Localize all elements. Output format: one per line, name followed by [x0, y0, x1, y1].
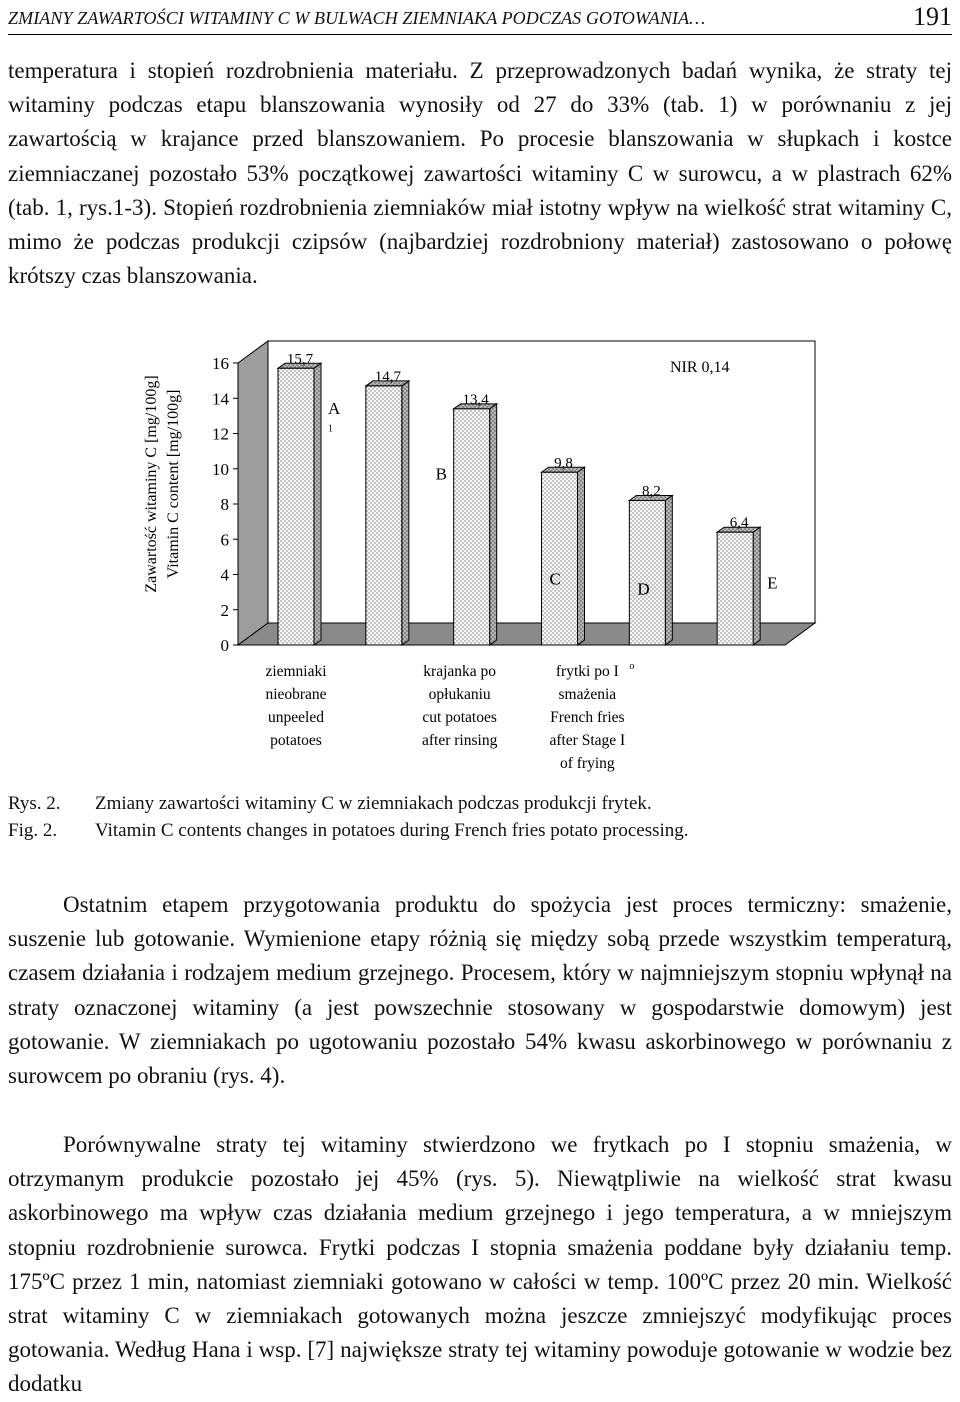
bar-value-label: 15,7 — [286, 351, 314, 368]
category-label-line: frytki po I — [555, 663, 619, 680]
category-label-line: after rinsing — [422, 732, 498, 749]
y-axis-title-en: Vitamin C content [mg/100g] — [165, 389, 182, 579]
y-tick-label: 8 — [220, 495, 229, 514]
group-letter-mark: 1 — [328, 423, 333, 435]
group-letter: B — [435, 464, 448, 484]
bar — [542, 472, 578, 645]
category-label-line: ziemniaki — [265, 663, 327, 680]
bar — [717, 532, 753, 645]
caption-en-text: Vitamin C contents changes in potatoes during French fries potato processing. — [95, 820, 689, 841]
y-tick-label: 4 — [220, 565, 229, 585]
bar — [366, 386, 402, 645]
page-number: 191 — [913, 2, 952, 31]
bar-value-label: 13,4 — [462, 391, 489, 408]
bar-value-label: 9,8 — [554, 455, 573, 472]
group-letter: E — [767, 573, 778, 593]
bar — [278, 368, 314, 645]
category-label-line: of frying — [559, 755, 615, 772]
caption-en-label: Fig. 2. — [8, 820, 58, 841]
bar-value-label: 14,7 — [374, 368, 401, 385]
category-superscript: o — [629, 661, 635, 672]
nir-label: NIR 0,14 — [670, 358, 730, 376]
chart-svg — [130, 330, 850, 780]
category-label-line: cut potatoes — [422, 709, 497, 726]
y-tick-label: 0 — [220, 636, 229, 655]
running-title: ZMIANY ZAWARTOŚCI WITAMINY C W BULWACH ZIEMNIAKA PODCZAS GOTOWANIA… — [8, 8, 706, 28]
category-label-line: unpeeled — [268, 709, 324, 726]
chart-side-wall — [238, 341, 268, 645]
running-header — [8, 0, 952, 35]
bar-side — [314, 363, 321, 645]
bar-value-label: 6,4 — [729, 515, 749, 532]
bar-value-label: 8,2 — [641, 483, 661, 500]
y-tick-label: 12 — [212, 424, 229, 444]
bar-side — [753, 527, 760, 645]
y-axis-title: Zawartość witaminy C [mg/100g] — [143, 375, 160, 593]
category-label-line: opłukaniu — [428, 686, 491, 703]
bar-side — [490, 404, 497, 645]
figure-caption-pl — [8, 791, 652, 817]
bar-chart — [130, 330, 850, 780]
category-label-line: nieobrane — [265, 686, 327, 703]
paragraph-3: Porównywalne straty tej witaminy stwierdzono we frytkach po I stopniu smażenia, w otrzymanym produkcie pozostało jej 45% (rys. 5). Niewątpliwie na wielkość strat kwasu askorbinowego ma wpływ czas działania medium grzejnego i jego temperatura, a w mniejszym stopniu rozdrobnienie surowca. Frytki podczas I stopnia smażenia poddane były działaniu temp. 175ºC przez 1 min, natomiast ziemniaki gotowano w całości w temp. 100ºC przez 20 min. Wielkość strat witaminy C w ziemniakach gotowanych można jeszcze zmniejszyć modyfikując proces gotowania. Według Hana i wsp. [7] największe straty tej witaminy powoduje gotowanie w wodzie bez dodatku — [8, 1132, 952, 1397]
y-tick-label: 14 — [212, 389, 229, 409]
category-label-line: potatoes — [270, 732, 322, 749]
group-letter: D — [637, 579, 650, 599]
bar-side — [578, 467, 585, 645]
bar — [629, 500, 665, 645]
paragraph-2: Ostatnim etapem przygotowania produktu do spożycia jest proces termiczny: smażenie, suszenie lub gotowanie. Wymienione etapy różnią się między sobą przede wszystkim temperaturą, czasem działania i rodzajem medium grzejnego. Procesem, który w najmniejszym stopniu wpłynął na straty oznaczonej witaminy (a jest powszechnie stosowany w gospodarstwie domowym) jest gotowanie. W ziemniakach po ugotowaniu pozostało 54% kwasu askorbinowego w porównaniu z surowcem po obraniu (rys. 4). — [8, 892, 952, 1089]
y-tick-label: 2 — [220, 600, 229, 620]
caption-pl-label: Rys. 2. — [8, 793, 61, 814]
paragraph-1: temperatura i stopień rozdrobnienia materiału. Z przeprowadzonych badań wynika, że straty tej witaminy podczas etapu blanszowania wynosiły od 27 do 33% (tab. 1) w porównaniu z jej zawartością w krajance przed blanszowaniem. Po procesie blanszowania w słupkach i kostce ziemniaczanej pozostało 53% początkowej zawartości witaminy C w surowcu, a w plastrach 62% (tab. 1, rys.1-3). Stopień rozdrobnienia ziemniaków miał istotny wpływ na wielkość strat witaminy C, mimo że podczas produkcji czipsów (najbardziej rozdrobniony materiał) zastosowano o połowę krótszy czas blanszowania. — [8, 58, 952, 289]
category-label-line: krajanka po — [423, 663, 497, 680]
bar — [454, 409, 490, 645]
bar-side — [402, 381, 409, 645]
bar-side — [665, 495, 672, 645]
caption-pl-text: Zmiany zawartości witaminy C w ziemniakach podczas produkcji frytek. — [95, 793, 652, 814]
category-label-line: smażenia — [558, 686, 617, 703]
category-label-line: French fries — [550, 709, 625, 726]
group-letter: C — [549, 569, 561, 589]
category-label-line: after Stage I — [549, 732, 626, 749]
y-tick-label: 6 — [220, 530, 229, 550]
y-tick-label: 10 — [212, 459, 229, 479]
group-letter: A — [328, 399, 341, 419]
figure-caption-en — [8, 818, 689, 844]
y-tick-label: 16 — [212, 354, 229, 373]
